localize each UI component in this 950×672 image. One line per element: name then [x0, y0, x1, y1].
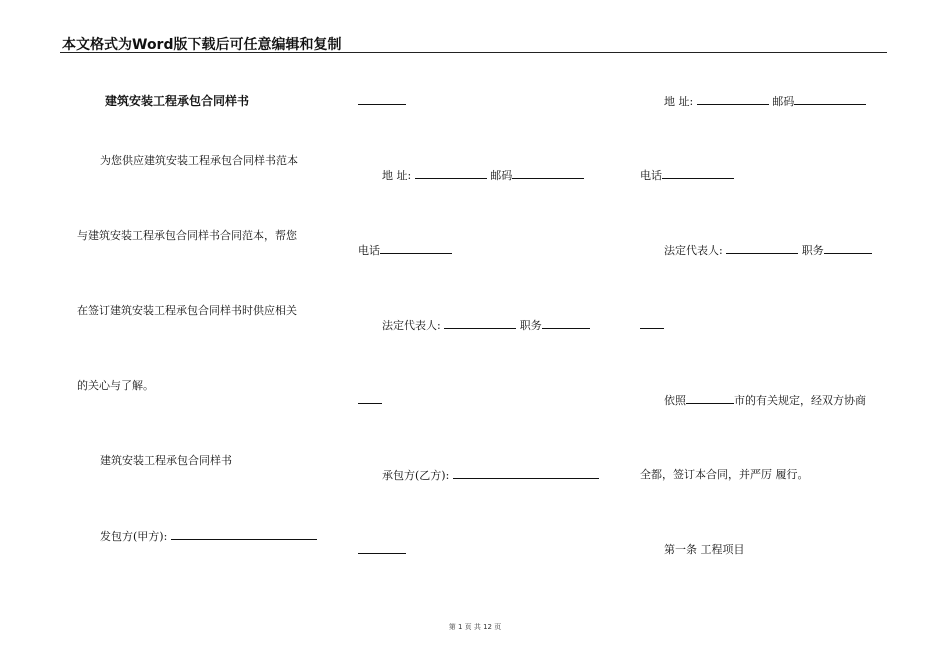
party-a-legal-rep-line — [382, 318, 590, 333]
blank-line — [358, 393, 382, 408]
agreement-line: 全都，签订本合同，并严厉 履行。 — [640, 468, 809, 481]
intro-line-2: 与建筑安装工程承包合同样书合同范本，帮您 — [77, 229, 297, 242]
intro-line-4: 的关心与了解。 — [77, 379, 154, 392]
position-continuation-blank — [640, 318, 664, 329]
position-label: 职务 — [519, 319, 542, 332]
article-1-heading: 第一条 工程项目 — [664, 543, 745, 556]
intro-line-1: 为您供应建筑安装工程承包合同样书范本 — [100, 154, 298, 167]
position-continuation-blank — [358, 393, 382, 404]
party-b-line — [382, 468, 599, 483]
phone-blank — [662, 168, 734, 179]
postcode-blank — [512, 168, 584, 179]
blank-line — [640, 318, 664, 333]
postcode-blank — [794, 94, 866, 105]
position-blank — [824, 243, 872, 254]
basis-prefix: 依照 — [664, 394, 686, 407]
address-label: 地 址: — [382, 169, 412, 182]
party-a-line — [100, 529, 317, 544]
address-blank — [697, 94, 769, 105]
legal-rep-label: 法定代表人: — [382, 319, 441, 332]
party-a-blank — [171, 529, 317, 540]
party-b-label: 承包方(乙方): — [382, 469, 450, 482]
postcode-label: 邮码 — [490, 169, 513, 182]
legal-rep-blank — [726, 243, 798, 254]
blank-line — [358, 94, 406, 109]
party-b-address-line — [664, 94, 866, 109]
address-blank — [415, 168, 487, 179]
party-a-label: 发包方(甲方): — [100, 530, 168, 543]
party-a-name-continuation-blank — [358, 94, 406, 105]
phone-blank — [380, 243, 452, 254]
party-b-blank — [453, 468, 599, 479]
party-b-legal-rep-line — [664, 243, 872, 258]
phone-label: 电话 — [358, 244, 380, 257]
page-number: 第 1 页 共 12 页 — [448, 623, 502, 631]
position-label: 职务 — [801, 244, 824, 257]
address-label: 地 址: — [664, 95, 694, 108]
party-b-name-continuation-blank — [358, 543, 406, 554]
header-divider — [60, 52, 887, 53]
sub-title: 建筑安装工程承包合同样书 — [100, 454, 232, 467]
city-blank — [686, 393, 734, 404]
blank-line — [358, 543, 406, 558]
position-blank — [542, 318, 590, 329]
basis-suffix: 市的有关规定，经双方协商 — [734, 394, 866, 407]
intro-line-3: 在签订建筑安装工程承包合同样书时供应相关 — [77, 304, 297, 317]
legal-rep-label: 法定代表人: — [664, 244, 723, 257]
contract-title: 建筑安装工程承包合同样书 — [105, 94, 250, 108]
party-a-phone-line — [358, 243, 452, 258]
party-a-address-line — [382, 168, 584, 183]
document-header-title: 本文格式为Word版下载后可任意编辑和复制 — [62, 37, 342, 53]
legal-rep-blank — [444, 318, 516, 329]
phone-label: 电话 — [640, 169, 662, 182]
basis-line — [664, 393, 866, 408]
postcode-label: 邮码 — [772, 95, 795, 108]
party-b-phone-line — [640, 168, 734, 183]
